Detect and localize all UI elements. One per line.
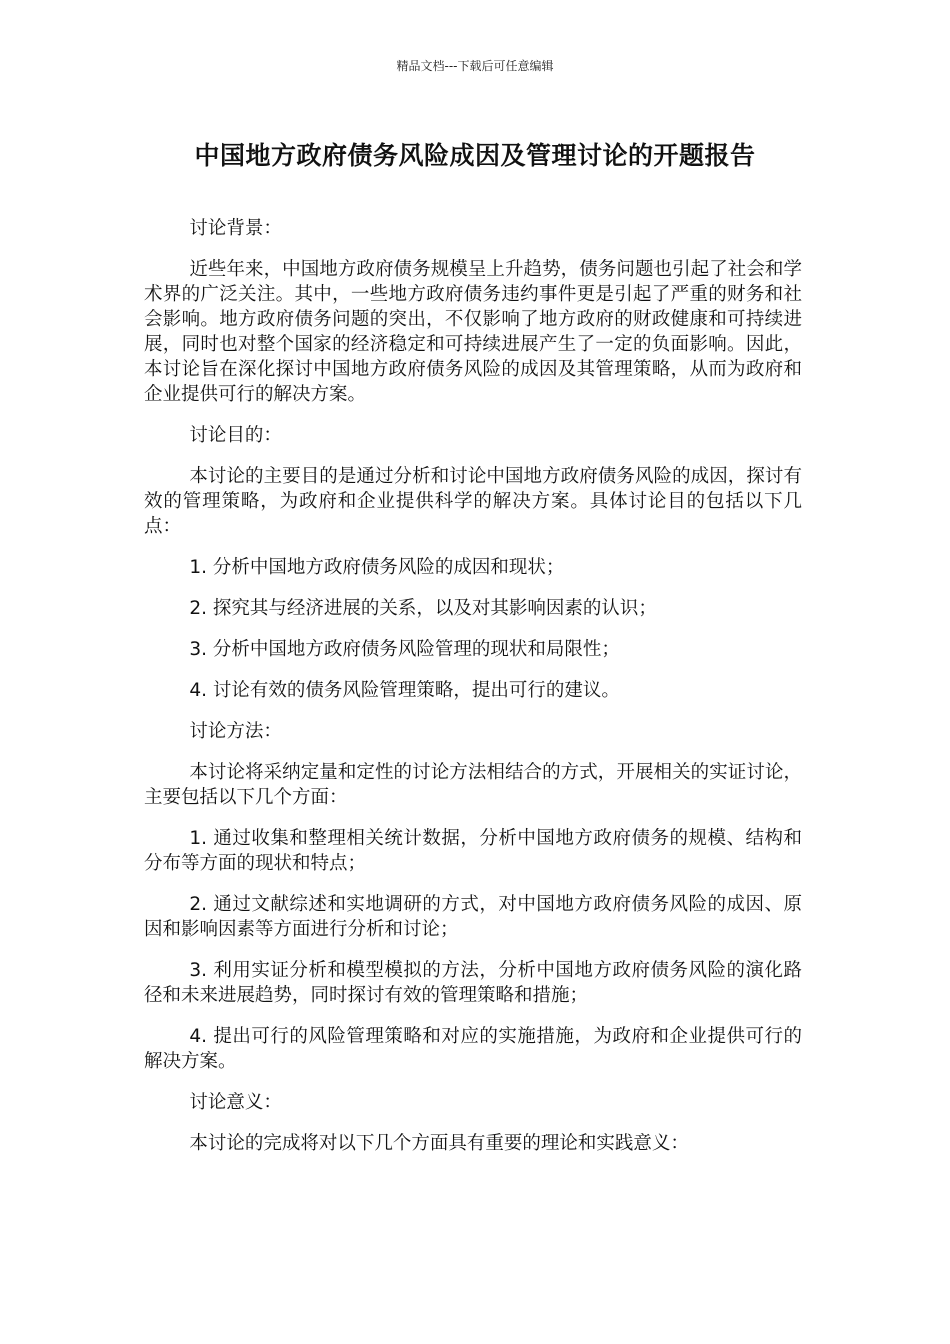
section-heading-background: 讨论背景： (189, 218, 282, 239)
significance-intro-paragraph: 本讨论的完成将对以下几个方面具有重要的理论和实践意义： (189, 1133, 689, 1154)
page-header-note: 精品文档---下载后可任意编辑 (396, 59, 554, 73)
method-intro-paragraph: 本讨论将采纳定量和定性的讨论方法相结合的方式，开展相关的实证讨论，主要包括以下几个方面： (144, 762, 802, 808)
method-list-item-1: 1. 通过收集和整理相关统计数据，分析中国地方政府债务的规模、结构和分布等方面的现状和特点； (144, 828, 802, 874)
method-list-item-2: 2. 通过文献综述和实地调研的方式，对中国地方政府债务风险的成因、原因和影响因素等方面进行分析和讨论； (144, 894, 802, 940)
purpose-intro-paragraph: 本讨论的主要目的是通过分析和讨论中国地方政府债务风险的成因，探讨有效的管理策略，为政府和企业提供科学的解决方案。具体讨论目的包括以下几点： (144, 466, 802, 537)
section-heading-purpose: 讨论目的： (189, 425, 282, 446)
purpose-list-item-2: 2. 探究其与经济进展的关系，以及对其影响因素的认识； (189, 598, 657, 619)
method-list-item-4: 4. 提出可行的风险管理策略和对应的实施措施，为政府和企业提供可行的解决方案。 (144, 1026, 802, 1072)
purpose-list-item-4: 4. 讨论有效的债务风险管理策略，提出可行的建议。 (189, 680, 620, 701)
purpose-list-item-1: 1. 分析中国地方政府债务风险的成因和现状； (189, 557, 565, 578)
method-list-item-3: 3. 利用实证分析和模型模拟的方法，分析中国地方政府债务风险的演化路径和未来进展趋势，同时探讨有效的管理策略和措施； (144, 960, 802, 1006)
background-paragraph: 近些年来，中国地方政府债务规模呈上升趋势，债务问题也引起了社会和学术界的广泛关注。其中，一些地方政府债务违约事件更是引起了严重的财务和社会影响。地方政府债务问题的突出，不仅影响了地方政府的财政健康和可持续进展，同时也对整个国家的经济稳定和可持续进展产生了一定的负面影响。因此，本讨论旨在深化探讨中国地方政府债务风险的成因及其管理策略，从而为政府和企业提供可行的解决方案。 (144, 259, 802, 405)
section-heading-method: 讨论方法： (189, 721, 282, 742)
section-heading-significance: 讨论意义： (189, 1092, 282, 1113)
document-title: 中国地方政府债务风险成因及管理讨论的开题报告 (194, 141, 756, 170)
purpose-list-item-3: 3. 分析中国地方政府债务风险管理的现状和局限性； (189, 639, 620, 660)
document-body (144, 216, 802, 1172)
